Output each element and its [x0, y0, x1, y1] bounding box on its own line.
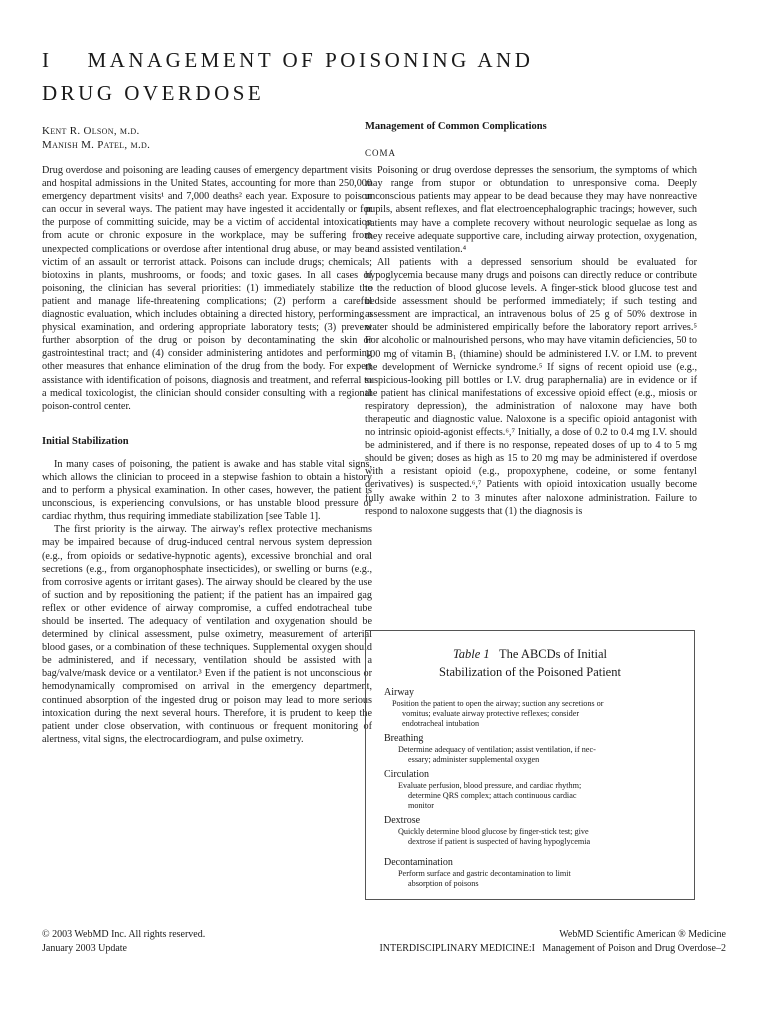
initial-paragraph-2: The first priority is the airway. The airway's reflex protective mechanisms may be impaired because of drug-induced central nervous system depression (e.g., from opioids or sedative-hypnotic agents), excessive bronchial and oral secretions (e.g., from organophosphate insecticides), or swelling or burns (e.g., from corrosive agents or irritant gases). The airway should be cleared by the use of suction and by repositioning the patient; if the patient has an impaired gag reflex or other evidence of airway compromise, a cuffed endotracheal tube should be inserted. The adequacy of ventilation and oxygenation should be determined by clinical assessment, pulse oximetry, measurement of arterial blood gases, or a combination of these techniques. Supplemental oxygen should be administered, and if necessary, ventilation should be assisted with a bag/valve/mask device or a ventilator.³ Even if the patient is not unconscious or hemodynamically compromised on arrival in the emergency department, continued absorption of the ingested drug or poison may lead to more serious intoxication during the next several hours. Therefore, it is prudent to keep the patient under close observation, with continuous or frequent monitoring of alertness, vital signs, the electrocardiogram, and pulse oximetry.	[42, 524, 372, 745]
table-row-text: absorption of poisons	[408, 879, 479, 888]
authors	[42, 124, 150, 152]
intro-paragraph: Drug overdose and poisoning are leading causes of emergency department visits and hospital admissions in the United States, accounting for more than 250,000 emergency department visits¹ and 7,000 deaths² each year. Exposure to poison can occur in several ways. The patient may have ingested it accidentally or for the purpose of committing suicide, may be a victim of accidental intoxication from acute or chronic exposure in the workplace, may be suffering from unexpected complications or overdose after intentional drug abuse, or may be a victim of an assault or terrorist attack. Poisons can include drugs; chemicals; biotoxins in plants, mushrooms, or foods; and toxic gases. In all cases of poisoning, the clinician has several priorities: (1) immediately stabilize the patient and manage life-threatening complications; (2) perform a careful diagnostic evaluation, which includes obtaining a directed history, performing a physical examination, and ordering appropriate laboratory tests; (3) prevent further absorption of the drug or poison by decontaminating the skin or gastrointestinal tract; and (4) consider administering antidotes and performing other measures that enhance elimination of the drug from the body. For expert assistance with identification of poisons, diagnosis and treatment, and referral to a medical toxicologist, the clinician should consider consulting with a regional poison-control center.	[42, 165, 372, 412]
table-title-line-2: Stabilization of the Poisoned Patient	[439, 665, 621, 679]
table-row-head: Decontamination	[384, 857, 453, 868]
table-row-text: Evaluate perfusion, blood pressure, and cardiac rhythm;	[398, 781, 582, 790]
table-row-text: dextrose if patient is suspected of having hypoglycemia	[408, 837, 591, 846]
author-2: Manish M. Patel, m.d.	[42, 139, 151, 151]
table-row-text: Perform surface and gastric decontamination to limit	[398, 869, 571, 878]
table-row-text: determine QRS complex; attach continuous cardiac	[408, 791, 577, 800]
coma-paragraph-1: Poisoning or drug overdose depresses the sensorium, the symptoms of which may range from stupor or obtundation to unresponsive coma. Deeply unconscious patients may appear to be dead because they may have nonreactive pupils, absent reflexes, and flat electroencephalographic tracings; however, such patients may have a complete recovery without neurologic sequelae as long as they receive adequate supportive care, including airway protection, oxygenation, and assisted ventilation.⁴	[365, 165, 697, 255]
table-row-text: Position the patient to open the airway; suction any secretions or	[392, 699, 604, 708]
table-row-head: Breathing	[384, 733, 424, 744]
table-row-text: monitor	[408, 801, 434, 810]
table-row-text: Quickly determine blood glucose by finger-stick test; give	[398, 827, 589, 836]
table-row-airway	[384, 687, 684, 729]
table-label: Table 1	[452, 647, 490, 661]
table-1-box	[365, 630, 695, 900]
subheading-coma: COMA	[365, 148, 397, 159]
table-row-head: Airway	[384, 687, 414, 698]
title-line-1: I MANAGEMENT OF POISONING AND	[42, 48, 534, 72]
coma-paragraph-2: All patients with a depressed sensorium should be evaluated for hypoglycemia because many drugs and poisons can directly reduce or contribute to the reduction of blood glucose levels. A finger-stick blood glucose test and bedside assessment should be performed immediately; if such testing and assessment are impractical, an intravenous bolus of 25 g of 50% dextrose in water should be administered empirically before the laboratory report arrives.⁵ For alcoholic or malnourished persons, who may have vitamin deficiencies, 50 to 100 mg of vitamin B₁ (thiamine) should be administered I.V. or I.M. to prevent the development of Wernicke syndrome.⁵ If signs of recent opioid use (e.g., suspicious-looking pill bottles or I.V. drug paraphernalia) are in evidence or if the patient has clinical manifestations of excessive opioid effect (e.g., miosis or respiratory depression), the administration of naloxone may have both therapeutic and diagnostic value. Naloxone is a specific opioid antagonist with no intrinsic opioid-agonist effects.⁶,⁷ Initially, a dose of 0.2 to 0.4 mg I.V. should be administered, and if there is no response, repeated doses of up to 4 to 5 mg should be given; doses as high as 15 to 20 mg may be administered if overdose with a resistant opioid (e.g., propoxyphene, codeine, or some fentanyl derivatives) is suspected.⁶,⁷ Patients with opioid intoxication usually become fully awake within 2 to 3 minutes after naloxone administration. Failure to respond to naloxone suggests that (1) the diagnosis is	[365, 256, 697, 517]
left-column	[42, 164, 372, 746]
table-row-head: Dextrose	[384, 815, 421, 826]
page-title	[42, 44, 742, 110]
table-title	[366, 645, 694, 681]
update-text: January 2003 Update	[42, 943, 127, 954]
section-heading-complications: Management of Common Complications	[365, 121, 547, 132]
table-row-circulation	[384, 769, 684, 811]
table-row-text: vomitus; evaluate airway protective reflexes; consider	[402, 709, 580, 718]
copyright-text: © 2003 WebMD Inc. All rights reserved.	[42, 929, 206, 940]
publisher-text: WebMD Scientific American ® Medicine	[559, 929, 726, 940]
table-row-head: Circulation	[384, 769, 429, 780]
table-row-breathing	[384, 733, 684, 765]
footer-right	[379, 928, 726, 956]
initial-paragraph-1: In many cases of poisoning, the patient is awake and has stable vital signs, which allows the clinician to proceed in a stepwise fashion to obtain a history and to perform a physical examination. In other cases, however, the patient is unconscious, is experiencing convulsions, or has unstable blood pressure or cardiac rhythm, thus requiring immediate stabilization [see Table 1].	[42, 458, 372, 523]
section-running-head: INTERDISCIPLINARY MEDICINE:I Management of Poison and Drug Overdose–2	[379, 943, 726, 954]
table-row-text: endotracheal intubation	[402, 719, 480, 728]
footer-left	[42, 928, 205, 956]
section-heading-initial-stabilization: Initial Stabilization	[42, 435, 129, 447]
table-row-decontamination	[384, 857, 684, 889]
author-1: Kent R. Olson, m.d.	[42, 125, 140, 137]
table-row-text: Determine adequacy of ventilation; assist ventilation, if nec-	[398, 745, 596, 754]
right-column	[365, 120, 697, 518]
table-row-dextrose	[384, 815, 684, 847]
table-title-line-1: The ABCDs of Initial	[499, 647, 608, 661]
title-line-2: DRUG OVERDOSE	[42, 81, 265, 105]
table-row-text: essary; administer supplemental oxygen	[408, 755, 540, 764]
